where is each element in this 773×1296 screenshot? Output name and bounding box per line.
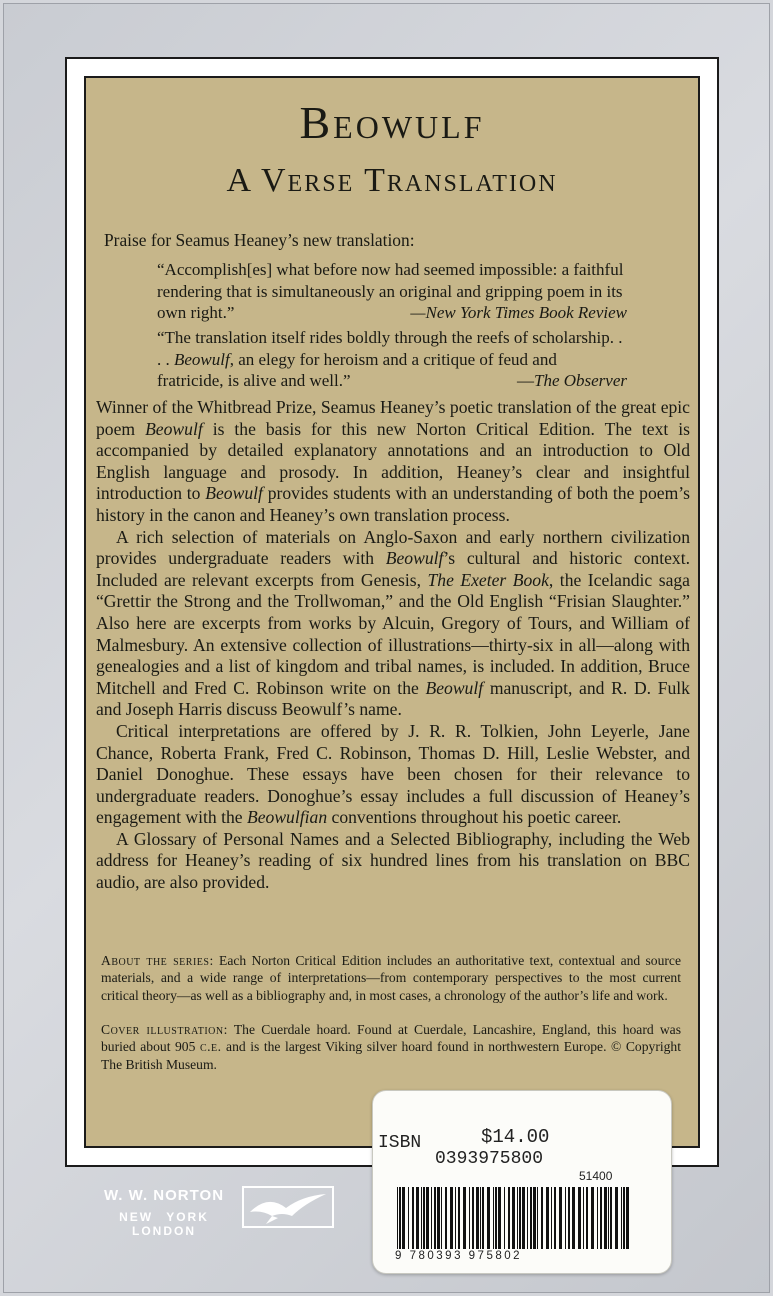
description-paragraph: A Glossary of Personal Names and a Selected Bibliography, including the Web address for Heaney’s reading of six hundred lines from his translation on BBC audio, are also provided. [96, 828, 690, 893]
price-sticker [372, 1090, 672, 1274]
barcode-bar [421, 1187, 422, 1249]
barcode-bar [608, 1187, 609, 1249]
barcode-bar [512, 1187, 515, 1249]
barcode-bar [591, 1187, 594, 1249]
description-body [96, 397, 690, 894]
isbn-number: 0393975800 [435, 1149, 544, 1169]
barcode-bar [626, 1187, 629, 1249]
quote-source: —New York Times Book Review [410, 303, 627, 323]
cover-illustration-note: Cover illustration: The Cuerdale hoard. Found at Cuerdale, Lancashire, England, this hoard was buried about 905 c.e. and is the largest Viking silver hoard found in northwestern Europe. © Copyright The British Museum. [101, 1022, 681, 1072]
barcode-bar [437, 1187, 440, 1249]
barcode-bar [412, 1187, 414, 1249]
quote-text: “Accomplish[es] what before now had seemed impossible: a faithful rendering that is simultaneously an original and gripping poem in its own right.” [157, 260, 624, 323]
barcode-image [397, 1187, 577, 1249]
barcode-bar [623, 1187, 625, 1249]
barcode-bar [416, 1187, 419, 1249]
barcode-bar [434, 1187, 436, 1249]
barcode-bar [441, 1187, 442, 1249]
barcode-bar [621, 1187, 622, 1249]
barcode-bar [458, 1187, 460, 1249]
barcode-bar [559, 1187, 562, 1249]
barcode-bar [578, 1187, 581, 1249]
barcode-bar [469, 1187, 470, 1249]
barcode-bar [615, 1187, 618, 1249]
barcode-bar [517, 1187, 518, 1249]
barcode-bar [600, 1187, 602, 1249]
barcode-bar [402, 1187, 405, 1249]
barcode-bar [546, 1187, 549, 1249]
barcode-bar [572, 1187, 575, 1249]
barcode-bar [565, 1187, 566, 1249]
barcode-bar [522, 1187, 525, 1249]
description-paragraph: A rich selection of materials on Anglo-Saxon and early northern civilization provides undergraduate readers with Beowulf’s cultural and historic context. Included are relevant excerpts from Genesis, The Exeter Book, the Icelandic saga “Grettir the Strong and the Trollwoman,” and the Old English “Frisian Slaughter.” Also here are excerpts from works by Alcuin, Gregory of Tours, and William of Malmesbury. An extensive collection of illustrations—thirty-six in all—along with genealogies and a list of kingdom and tribal names, is included. In addition, Bruce Mitchell and Fred C. Robinson write on the Beowulf manuscript, and R. D. Fulk and Joseph Harris discuss Beowulf’s name. [96, 526, 690, 720]
quote-nyt [157, 259, 627, 324]
barcode-bar [568, 1187, 570, 1249]
barcode-bar [610, 1187, 612, 1249]
book-subtitle: A Verse Translation [226, 162, 558, 199]
barcode-bar [604, 1187, 607, 1249]
barcode-bar [504, 1187, 505, 1249]
barcode-bar [583, 1187, 584, 1249]
praise-intro: Praise for Seamus Heaney’s new translation: [104, 230, 415, 250]
barcode-bar [431, 1187, 432, 1249]
barcode-bar [423, 1187, 425, 1249]
barcode-bar [408, 1187, 409, 1249]
barcode-bar [527, 1187, 528, 1249]
quote-observer [157, 327, 627, 392]
barcode-bar [463, 1187, 466, 1249]
barcode-bar [597, 1187, 598, 1249]
price-code: 51400 [579, 1169, 613, 1183]
barcode-bar [482, 1187, 484, 1249]
barcode-bar [537, 1187, 538, 1249]
about-the-series: About the series: Each Norton Critical Edition includes an authoritative text, contextual and source materials, and a wide range of interpretations—from contemporary perspectives to the most current critical theory—as well as a bibliography and, in most cases, a chronology of the author’s life and work. [101, 953, 681, 1003]
barcode-bar [541, 1187, 543, 1249]
barcode-bar [533, 1187, 536, 1249]
barcode-bar [487, 1187, 490, 1249]
price: $14.00 [481, 1126, 550, 1148]
quote-source: —The Observer [516, 371, 627, 391]
barcode-bar [399, 1187, 401, 1249]
barcode-bar [480, 1187, 481, 1249]
quote-text: “The translation itself rides boldly through the reefs of scholarship. . . . Beowulf, an elegy for heroism and a critique of feud and fratricide, is alive and well.” [157, 328, 623, 391]
barcode-bar [476, 1187, 479, 1249]
barcode-bar [472, 1187, 474, 1249]
barcode-bar [586, 1187, 588, 1249]
barcode-bar [495, 1187, 497, 1249]
barcode-bar [551, 1187, 552, 1249]
description-paragraph: Critical interpretations are offered by J. R. R. Tolkien, John Leyerle, Jane Chance, Roberta Frank, Fred C. Robinson, Thomas D. Hill, Leslie Webster, and Daniel Donoghue. These essays have been chosen for their relevance to undergraduate readers. Donoghue’s essay includes a full discussion of Heaney’s engagement with the Beowulfian conventions throughout his poetic career. [96, 720, 690, 828]
barcode-bar [508, 1187, 510, 1249]
barcode-bar [397, 1187, 398, 1249]
barcode-bar [554, 1187, 556, 1249]
price-barcode-image [578, 1187, 633, 1249]
seagull-icon [242, 1186, 334, 1228]
barcode-bar [498, 1187, 501, 1249]
publisher-imprint [89, 1187, 239, 1238]
barcode-bar [455, 1187, 456, 1249]
publisher-name: W. W. NORTON [103, 1187, 225, 1204]
barcode-bar [450, 1187, 453, 1249]
isbn-label: ISBN [378, 1133, 422, 1153]
barcode-bar [445, 1187, 447, 1249]
text-panel [84, 76, 700, 1148]
barcode-number: 9 780393 975802 [395, 1250, 523, 1262]
barcode-bar [530, 1187, 532, 1249]
book-title: Beowulf [299, 97, 485, 148]
barcode-bar [519, 1187, 521, 1249]
publisher-cities: NEW YORK LONDON [119, 1210, 209, 1238]
barcode-bar [426, 1187, 429, 1249]
barcode-bar [493, 1187, 494, 1249]
description-paragraph: Winner of the Whitbread Prize, Seamus Heaney’s poetic translation of the great epic poem Beowulf is the basis for this new Norton Critical Edition. The text is accompanied by detailed explanatory annotations and an introduction to Old English language and prosody. In addition, Heaney’s clear and insightful introduction to Beowulf provides students with an understanding of both the poem’s history in the canon and Heaney’s own translation process. [96, 397, 690, 525]
